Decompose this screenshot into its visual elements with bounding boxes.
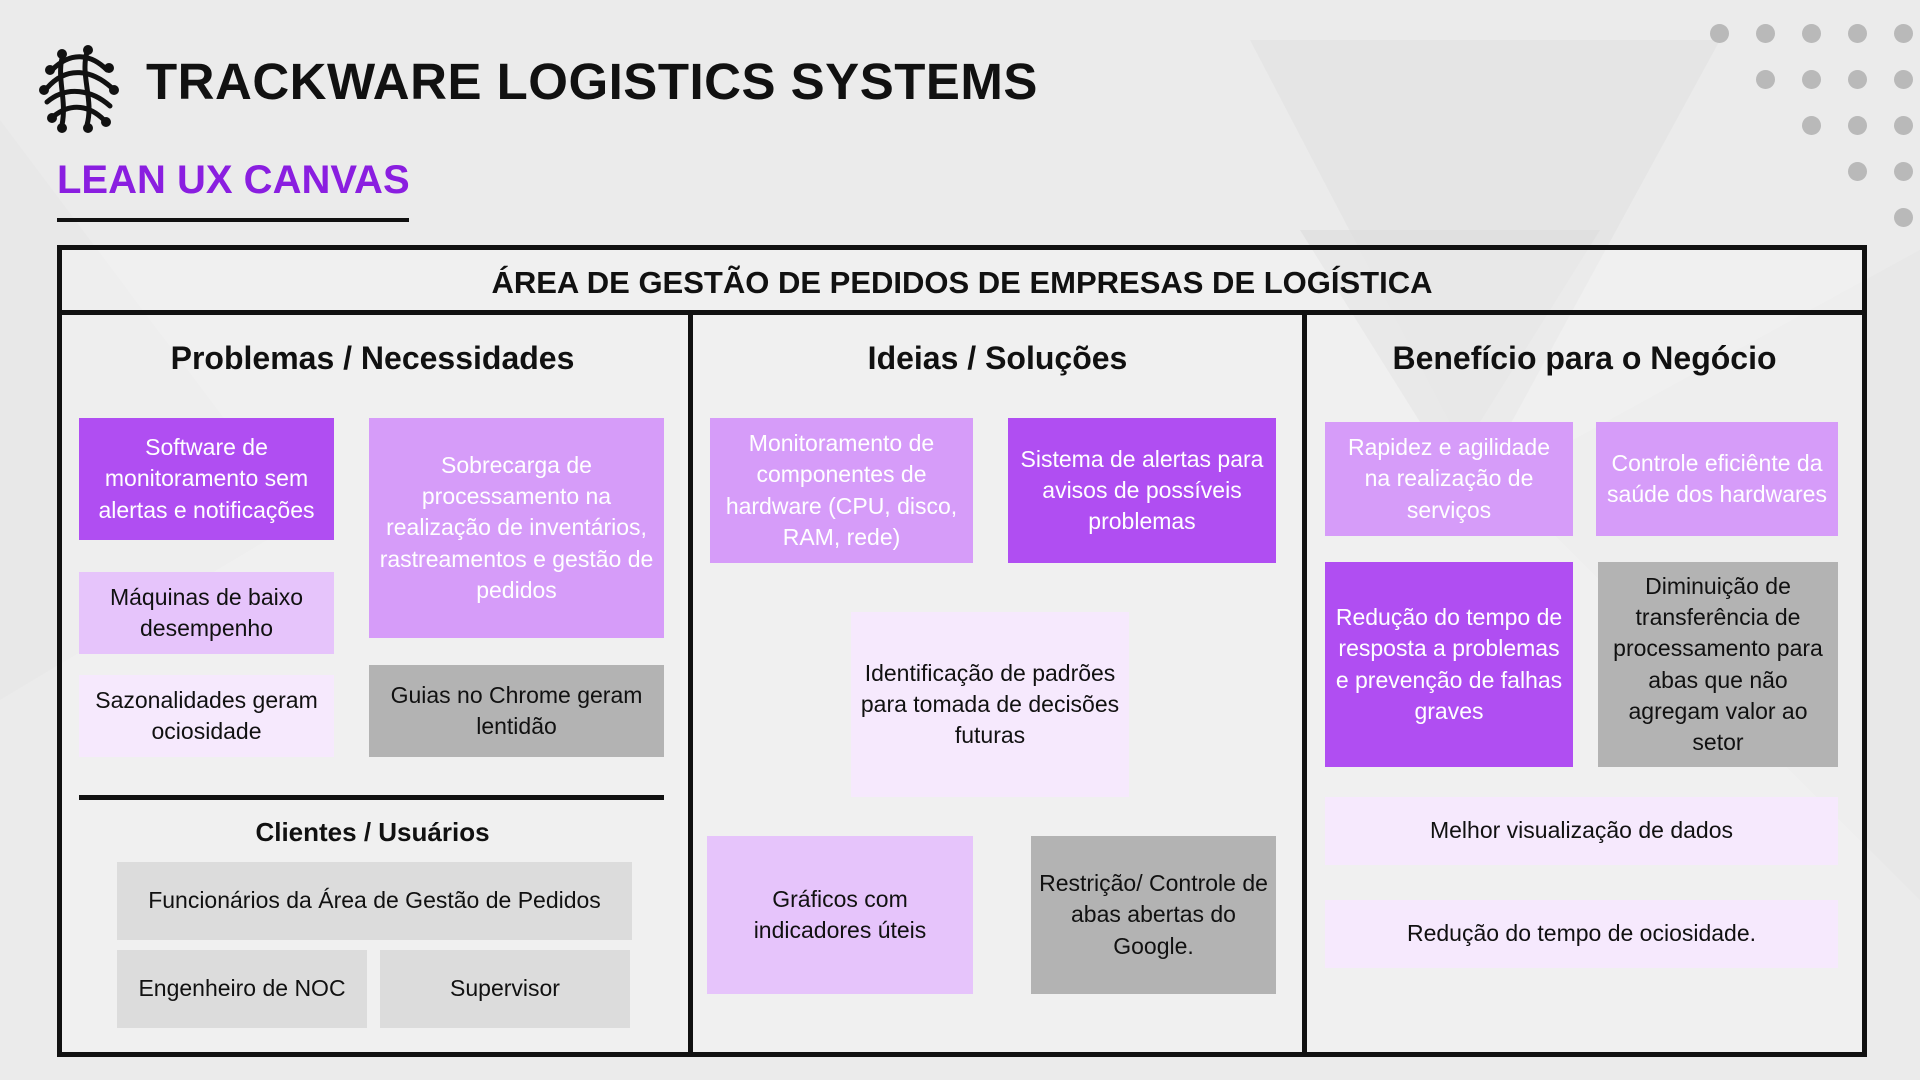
- problems-title: Problemas / Necessidades: [170, 340, 575, 376]
- benefit-note: Controle eficiênte da saúde dos hardwares: [1596, 422, 1838, 536]
- benefit-note: Diminuição de transferência de processamento para abas que não agregam valor ao setor: [1598, 562, 1838, 767]
- benefit-note: Redução do tempo de resposta a problemas e prevenção de falhas graves: [1325, 562, 1573, 767]
- user-note: Funcionários da Área de Gestão de Pedidos: [117, 862, 632, 940]
- company-name: TRACKWARE LOGISTICS SYSTEMS: [146, 53, 1038, 110]
- page-subtitle: LEAN UX CANVAS: [57, 158, 410, 202]
- subtitle-underline: [57, 218, 409, 222]
- problem-note: Sazonalidades geram ociosidade: [79, 675, 334, 757]
- section-divider: [79, 795, 664, 800]
- column-divider: [688, 315, 693, 1057]
- idea-note: Monitoramento de componentes de hardware (CPU, disco, RAM, rede): [710, 418, 973, 563]
- ideas-title: Ideias / Soluções: [867, 340, 1128, 376]
- benefit-note: Rapidez e agilidade na realização de serviços: [1325, 422, 1573, 536]
- problem-note: Sobrecarga de processamento na realização de inventários, rastreamentos e gestão de pedidos: [369, 418, 664, 638]
- user-note: Supervisor: [380, 950, 630, 1028]
- users-title: Clientes / Usuários: [255, 817, 490, 847]
- user-note: Engenheiro de NOC: [117, 950, 367, 1028]
- dot-pattern: [1700, 22, 1920, 232]
- problem-note: Máquinas de baixo desempenho: [79, 572, 334, 654]
- idea-note: Restrição/ Controle de abas abertas do Google.: [1031, 836, 1276, 994]
- idea-note: Sistema de alertas para avisos de possíveis problemas: [1008, 418, 1276, 563]
- benefit-note: Melhor visualização de dados: [1325, 797, 1838, 865]
- problem-note: Software de monitoramento sem alertas e notificações: [79, 418, 334, 540]
- benefits-title: Benefício para o Negócio: [1392, 340, 1777, 376]
- canvas-title: ÁREA DE GESTÃO DE PEDIDOS DE EMPRESAS DE LOGÍSTICA: [62, 250, 1862, 315]
- problem-note: Guias no Chrome geram lentidão: [369, 665, 664, 757]
- lean-ux-canvas: [57, 245, 1867, 1057]
- logo-icon: [32, 40, 126, 134]
- idea-note: Identificação de padrões para tomada de decisões futuras: [851, 612, 1129, 797]
- column-divider: [1302, 315, 1307, 1057]
- benefit-note: Redução do tempo de ociosidade.: [1325, 900, 1838, 968]
- idea-note: Gráficos com indicadores úteis: [707, 836, 973, 994]
